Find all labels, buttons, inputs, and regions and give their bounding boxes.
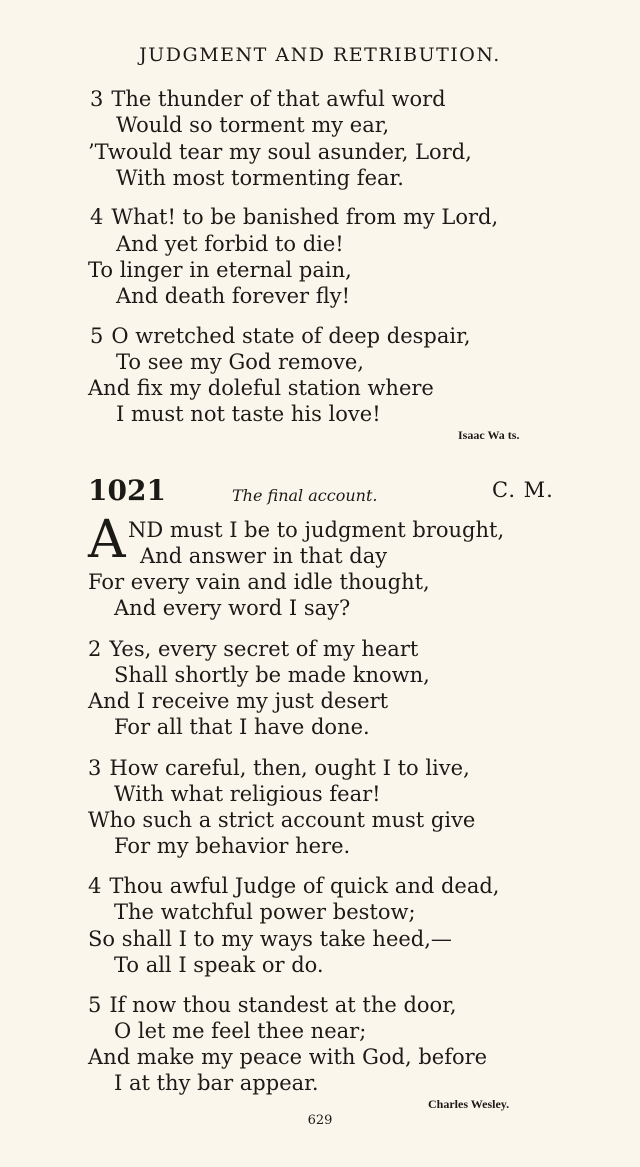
stanza-line: Shall shortly be made known, [114, 663, 430, 687]
stanza-line: ’Twould tear my soul asunder, Lord, [88, 140, 472, 164]
stanza-line: And I receive my just desert [88, 689, 389, 713]
stanza-number: 4 [88, 874, 102, 898]
hymn-number: 1021 [88, 474, 166, 507]
stanza-line: To all I speak or do. [114, 953, 324, 977]
stanza-line: And make my peace with God, before [88, 1045, 488, 1069]
stanza-number: 3 [88, 756, 102, 780]
stanza-line: 4 Thou awful Judge of quick and dead, [88, 874, 500, 898]
page-header: JUDGMENT AND RETRIBUTION. [139, 44, 501, 66]
stanza-line: And fix my doleful station where [88, 376, 434, 400]
stanza-number: 5 [88, 993, 102, 1017]
drop-cap: A [88, 510, 126, 570]
stanza-line: O let me feel thee near; [114, 1019, 367, 1043]
stanza-line: For all that I have done. [114, 715, 370, 739]
stanza-line: With most tormenting fear. [116, 166, 404, 190]
stanza-line: The watchful power bestow; [114, 900, 416, 924]
hymn-meter: C. M. [492, 478, 554, 502]
stanza-number: 5 [90, 324, 104, 348]
stanza-line: 5 O wretched state of deep despair, [90, 324, 471, 348]
stanza-number: 3 [90, 87, 104, 111]
stanza-line: 3 How careful, then, ought I to live, [88, 756, 470, 780]
stanza-line: For every vain and idle thought, [88, 570, 430, 594]
stanza-line: And answer in that day [140, 544, 388, 568]
stanza-line: To linger in eternal pain, [88, 258, 352, 282]
stanza-line: 2 Yes, every secret of my heart [88, 637, 419, 661]
stanza-number: 4 [90, 205, 104, 229]
stanza-line: 5 If now thou standest at the door, [88, 993, 457, 1017]
stanza-line: 4 What! to be banished from my Lord, [90, 205, 499, 229]
stanza-number: 2 [88, 637, 102, 661]
stanza-line: And death forever fly! [116, 284, 351, 308]
prev-hymn-author: Isaac Wa ts. [458, 428, 520, 442]
stanza-line: Would so torment my ear, [116, 113, 390, 137]
stanza-line: Who such a strict account must give [88, 808, 476, 832]
stanza-line: I at thy bar appear. [114, 1071, 319, 1095]
stanza-line: I must not taste his love! [116, 402, 381, 426]
stanza-line: With what religious fear! [114, 782, 381, 806]
page-number: 629 [307, 1113, 333, 1128]
hymn-title: The final account. [232, 486, 378, 505]
stanza-line: For my behavior here. [114, 834, 351, 858]
stanza-line: 3 The thunder of that awful word [90, 87, 446, 111]
stanza-line: ND must I be to judgment brought, [128, 518, 505, 542]
stanza-line: To see my God remove, [116, 350, 364, 374]
stanza-line: And yet forbid to die! [116, 232, 344, 256]
hymn-author: Charles Wesley. [428, 1097, 510, 1111]
stanza-line: And every word I say? [114, 596, 351, 620]
stanza-line: So shall I to my ways take heed,— [88, 927, 452, 951]
